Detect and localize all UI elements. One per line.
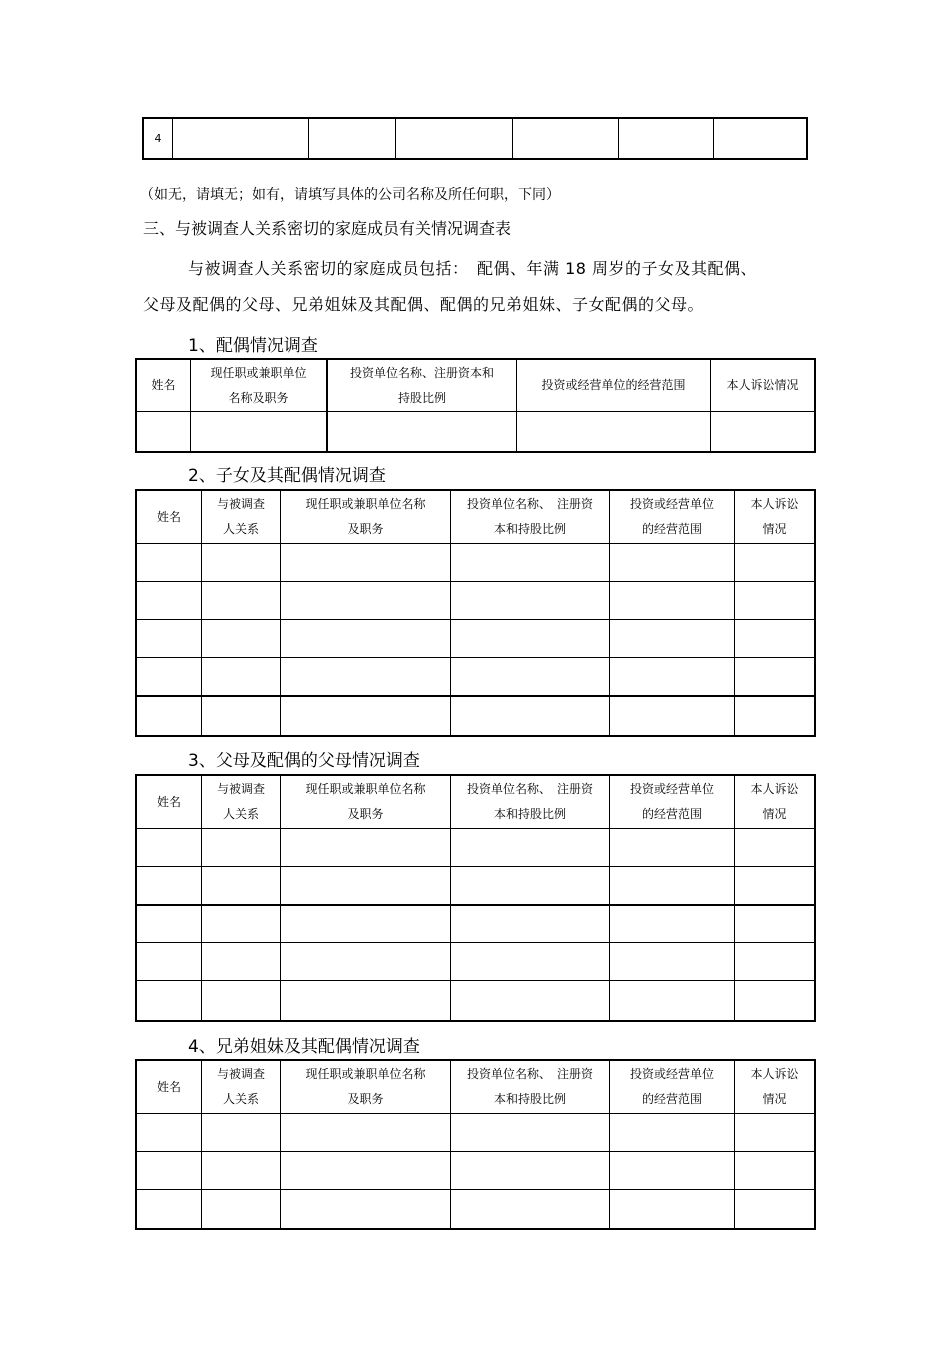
table-row bbox=[137, 696, 815, 736]
cell[interactable] bbox=[513, 119, 619, 159]
cell[interactable] bbox=[173, 119, 309, 159]
header-name: 姓名 bbox=[137, 1061, 202, 1114]
table-row bbox=[137, 1190, 815, 1229]
header-job: 现任职或兼职单位名称 及职务 bbox=[281, 491, 451, 544]
header-scope: 投资或经营单位的经营范围 bbox=[517, 360, 711, 412]
header-investment: 投资单位名称、注册资本和 持股比例 bbox=[327, 360, 517, 412]
table-row bbox=[137, 1152, 815, 1190]
header-investment: 投资单位名称、 注册资 本和持股比例 bbox=[451, 776, 610, 829]
header-investment: 投资单位名称、 注册资 本和持股比例 bbox=[451, 491, 610, 544]
table-row bbox=[137, 620, 815, 658]
cell[interactable] bbox=[191, 412, 328, 452]
top-table bbox=[143, 118, 807, 159]
header-relation: 与被调查 人关系 bbox=[202, 491, 281, 544]
intro-line-2: 父母及配偶的父母、兄弟姐妹及其配偶、配偶的兄弟姐妹、子女配偶的父母。 bbox=[143, 295, 705, 314]
header-litigation: 本人诉讼情况 bbox=[711, 360, 815, 412]
cell[interactable] bbox=[396, 119, 513, 159]
children-heading: 2、子女及其配偶情况调查 bbox=[188, 466, 386, 486]
cell[interactable] bbox=[517, 412, 711, 452]
table-row bbox=[137, 905, 815, 943]
note-text: （如无，请填无；如有，请填写具体的公司名称及所任何职，下同） bbox=[140, 187, 560, 203]
siblings-table bbox=[136, 1060, 815, 1229]
header-scope: 投资或经营单位 的经营范围 bbox=[610, 491, 735, 544]
header-name: 姓名 bbox=[137, 776, 202, 829]
header-name: 姓名 bbox=[137, 491, 202, 544]
cell[interactable] bbox=[309, 119, 396, 159]
header-relation: 与被调查 人关系 bbox=[202, 1061, 281, 1114]
table-row bbox=[137, 943, 815, 981]
siblings-heading: 4、兄弟姐妹及其配偶情况调查 bbox=[188, 1037, 420, 1057]
cell[interactable] bbox=[711, 412, 815, 452]
cell[interactable] bbox=[714, 119, 807, 159]
header-scope: 投资或经营单位 的经营范围 bbox=[610, 1061, 735, 1114]
header-litigation: 本人诉讼 情况 bbox=[735, 776, 815, 829]
spouse-heading: 1、配偶情况调查 bbox=[188, 336, 318, 356]
header-investment: 投资单位名称、 注册资 本和持股比例 bbox=[451, 1061, 610, 1114]
cell[interactable] bbox=[619, 119, 714, 159]
table-row bbox=[137, 867, 815, 905]
children-table bbox=[136, 490, 815, 736]
header-litigation: 本人诉讼 情况 bbox=[735, 1061, 815, 1114]
header-job: 现任职或兼职单位 名称及职务 bbox=[191, 360, 328, 412]
header-job: 现任职或兼职单位名称 及职务 bbox=[281, 776, 451, 829]
intro-line-1: 与被调查人关系密切的家庭成员包括： 配偶、年满 18 周岁的子女及其配偶、 bbox=[188, 259, 758, 278]
section-title: 三、与被调查人关系密切的家庭成员有关情况调查表 bbox=[143, 219, 512, 238]
table-row bbox=[137, 544, 815, 582]
table-row bbox=[137, 1114, 815, 1152]
spouse-table bbox=[136, 359, 815, 452]
table-row bbox=[137, 582, 815, 620]
parents-heading: 3、父母及配偶的父母情况调查 bbox=[188, 751, 420, 771]
cell[interactable] bbox=[327, 412, 517, 452]
header-job: 现任职或兼职单位名称 及职务 bbox=[281, 1061, 451, 1114]
table-row bbox=[137, 829, 815, 867]
cell[interactable] bbox=[137, 412, 191, 452]
table-row bbox=[137, 981, 815, 1021]
header-scope: 投资或经营单位 的经营范围 bbox=[610, 776, 735, 829]
header-litigation: 本人诉讼 情况 bbox=[735, 491, 815, 544]
header-name: 姓名 bbox=[137, 360, 191, 412]
table-row bbox=[137, 658, 815, 696]
row-number: 4 bbox=[144, 119, 173, 159]
parents-table bbox=[136, 775, 815, 1021]
header-relation: 与被调查 人关系 bbox=[202, 776, 281, 829]
